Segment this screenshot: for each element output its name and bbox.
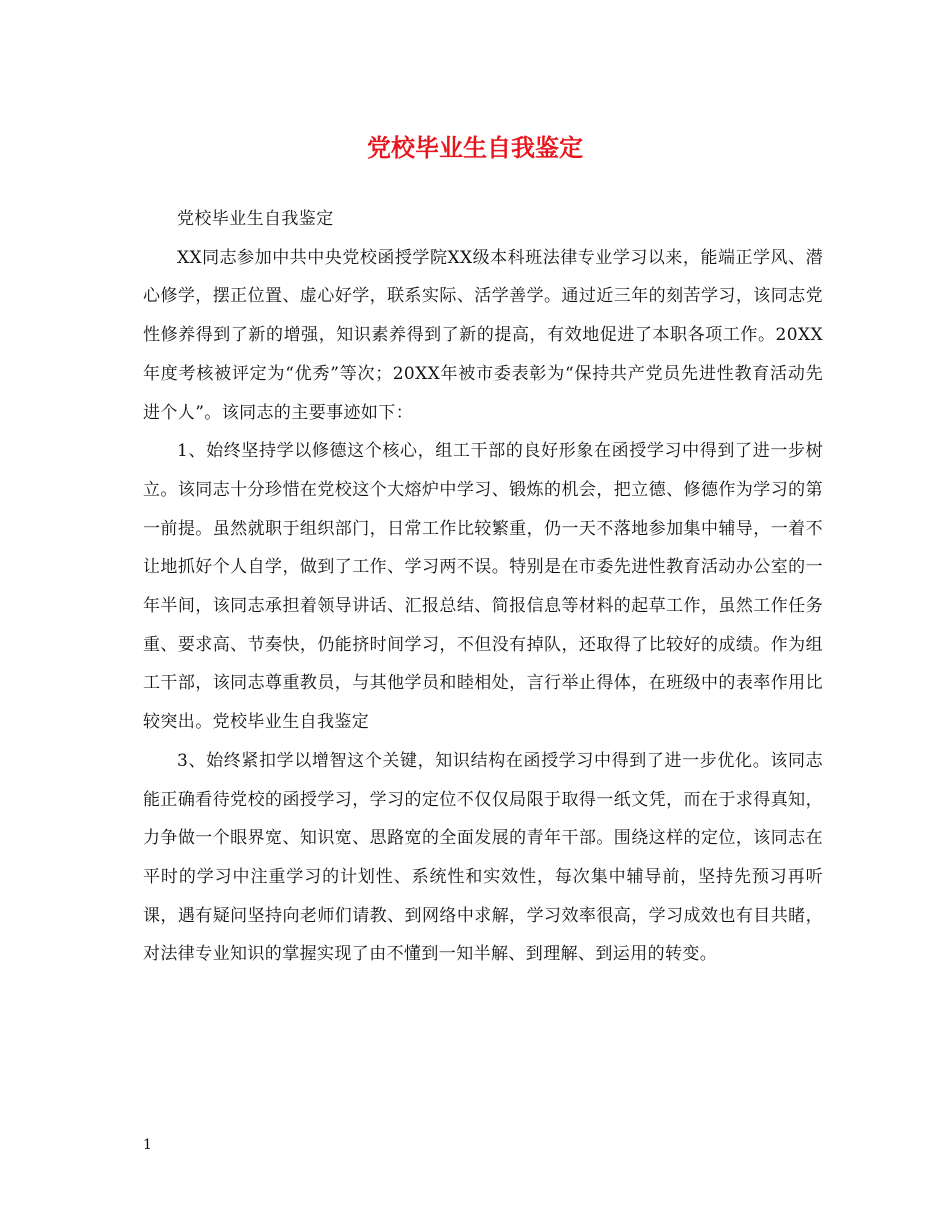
paragraph-heading: 党校毕业生自我鉴定 [177, 209, 334, 229]
page-number: 1 [143, 1137, 152, 1153]
paragraph-point-3: 3、始终紧扣学以增智这个关键，知识结构在函授学习中得到了进一步优化。该同志能正确看待党校的函授学习，学习的定位不仅仅局限于取得一纸文凭，而在于求得真知，力争做一个眼界宽、知识宽、思路宽的全面发展的青年干部。围绕这样的定位，该同志在平时的学习中注重学习的计划性、系统性和实效性，每次集中辅导前，坚持先预习再听课，遇有疑问坚持向老师们请教、到网络中求解，学习效率很高，学习成效也有目共睹，对法律专业知识的掌握实现了由不懂到一知半解、到理解、到运用的转变。 [143, 750, 823, 965]
document-body [143, 200, 823, 974]
document-title: 党校毕业生自我鉴定 [367, 133, 583, 162]
paragraph-intro: XX同志参加中共中央党校函授学院XX级本科班法律专业学习以来，能端正学风、潜心修学，摆正位置、虚心好学，联系实际、活学善学。通过近三年的刻苦学习，该同志党性修养得到了新的增强，知识素养得到了新的提高，有效地促进了本职各项工作。20XX年度考核被评定为“优秀”等次；20XX年被市委表彰为“保持共产党员先进性教育活动先进个人”。该同志的主要事迹如下： [143, 247, 823, 423]
paragraph-point-1: 1、始终坚持学以修德这个核心，组工干部的良好形象在函授学习中得到了进一步树立。该同志十分珍惜在党校这个大熔炉中学习、锻炼的机会，把立德、修德作为学习的第一前提。虽然就职于组织部门，日常工作比较繁重，仍一天不落地参加集中辅导，一着不让地抓好个人自学，做到了工作、学习两不误。特别是在市委先进性教育活动办公室的一年半间，该同志承担着领导讲话、汇报总结、简报信息等材料的起草工作，虽然工作任务重、要求高、节奏快，仍能挤时间学习，不但没有掉队，还取得了比较好的成绩。作为组工干部，该同志尊重教员，与其他学员和睦相处，言行举止得体，在班级中的表率作用比较突出。党校毕业生自我鉴定 [143, 441, 823, 733]
